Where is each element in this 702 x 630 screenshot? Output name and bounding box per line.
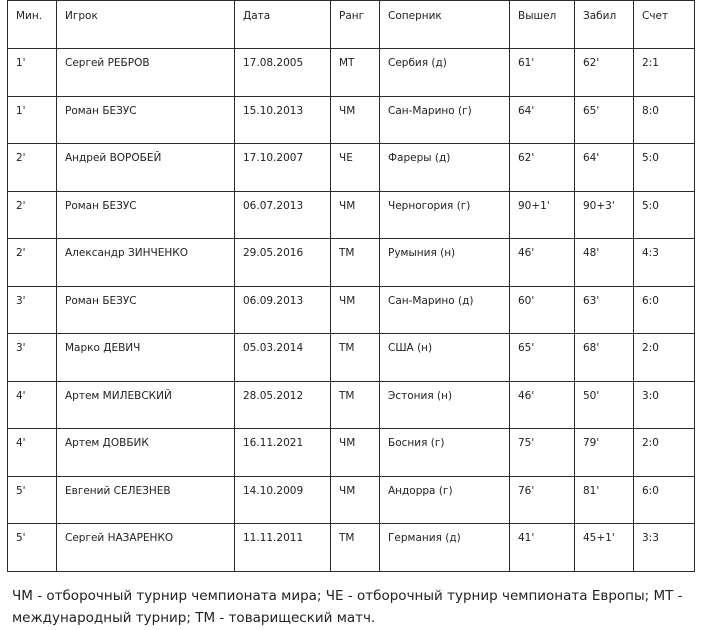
header-cell-rank: Ранг [331,1,380,49]
table-row [8,239,695,287]
cell-came-on: 76' [510,476,575,524]
cell-minute: 1' [8,96,57,144]
cell-player: Сергей НАЗАРЕНКО [57,524,235,572]
cell-score: 2:0 [634,334,695,382]
cell-scored: 68' [575,334,634,382]
cell-scored: 48' [575,239,634,287]
cell-opponent: Черногория (г) [380,191,510,239]
table-row [8,96,695,144]
cell-scored: 45+1' [575,524,634,572]
cell-date: 06.09.2013 [235,286,331,334]
table-row [8,476,695,524]
cell-opponent: Сербия (д) [380,49,510,97]
cell-came-on: 65' [510,334,575,382]
cell-opponent: США (н) [380,334,510,382]
cell-scored: 81' [575,476,634,524]
cell-minute: 5' [8,524,57,572]
cell-rank: ЧМ [331,286,380,334]
cell-score: 5:0 [634,191,695,239]
cell-rank: ЧМ [331,429,380,477]
cell-came-on: 90+1' [510,191,575,239]
cell-opponent: Эстония (н) [380,381,510,429]
cell-minute: 4' [8,381,57,429]
cell-rank: ТМ [331,524,380,572]
cell-rank: ЧМ [331,96,380,144]
cell-date: 11.11.2011 [235,524,331,572]
table-row [8,191,695,239]
cell-player: Роман БЕЗУС [57,191,235,239]
cell-player: Артем МИЛЕВСКИЙ [57,381,235,429]
cell-scored: 63' [575,286,634,334]
table-body [8,1,695,572]
cell-scored: 50' [575,381,634,429]
cell-score: 2:0 [634,429,695,477]
cell-minute: 2' [8,239,57,287]
cell-came-on: 60' [510,286,575,334]
cell-score: 4:3 [634,239,695,287]
cell-date: 15.10.2013 [235,96,331,144]
cell-came-on: 41' [510,524,575,572]
cell-player: Александр ЗИНЧЕНКО [57,239,235,287]
cell-minute: 2' [8,144,57,192]
cell-date: 28.05.2012 [235,381,331,429]
cell-came-on: 75' [510,429,575,477]
cell-opponent: Босния (г) [380,429,510,477]
cell-date: 05.03.2014 [235,334,331,382]
cell-scored: 90+3' [575,191,634,239]
cell-minute: 3' [8,286,57,334]
cell-score: 3:0 [634,381,695,429]
legend-note: ЧМ - отборочный турнир чемпионата мира; ЧЕ - отборочный турнир чемпионата Европы; МТ - международный турнир; ТМ - товарищеский матч. [12,588,683,626]
cell-score: 5:0 [634,144,695,192]
table-row [8,381,695,429]
cell-opponent: Фареры (д) [380,144,510,192]
goals-table [7,0,695,572]
cell-came-on: 46' [510,381,575,429]
cell-rank: МТ [331,49,380,97]
cell-score: 2:1 [634,49,695,97]
table-row [8,429,695,477]
header-cell-player: Игрок [57,1,235,49]
table-row [8,334,695,382]
cell-score: 3:3 [634,524,695,572]
cell-opponent: Румыния (н) [380,239,510,287]
cell-rank: ТМ [331,334,380,382]
cell-player: Артем ДОВБИК [57,429,235,477]
cell-player: Роман БЕЗУС [57,96,235,144]
cell-scored: 65' [575,96,634,144]
header-cell-date: Дата [235,1,331,49]
cell-opponent: Андорра (г) [380,476,510,524]
cell-rank: ЧЕ [331,144,380,192]
cell-scored: 62' [575,49,634,97]
cell-minute: 4' [8,429,57,477]
table-row [8,286,695,334]
cell-date: 17.10.2007 [235,144,331,192]
cell-rank: ЧМ [331,191,380,239]
table-row [8,49,695,97]
cell-player: Евгений СЕЛЕЗНЕВ [57,476,235,524]
cell-came-on: 46' [510,239,575,287]
table-row [8,524,695,572]
cell-opponent: Германия (д) [380,524,510,572]
cell-date: 14.10.2009 [235,476,331,524]
header-cell-came-on: Вышел [510,1,575,49]
header-cell-score: Счет [634,1,695,49]
cell-player: Сергей РЕБРОВ [57,49,235,97]
cell-came-on: 62' [510,144,575,192]
table-header-row [8,1,695,49]
cell-player: Андрей ВОРОБЕЙ [57,144,235,192]
cell-opponent: Сан-Марино (д) [380,286,510,334]
cell-came-on: 64' [510,96,575,144]
cell-came-on: 61' [510,49,575,97]
cell-rank: ТМ [331,381,380,429]
cell-rank: ТМ [331,239,380,287]
cell-scored: 64' [575,144,634,192]
cell-minute: 2' [8,191,57,239]
cell-score: 6:0 [634,286,695,334]
header-cell-opponent: Соперник [380,1,510,49]
cell-date: 16.11.2021 [235,429,331,477]
header-cell-scored: Забил [575,1,634,49]
cell-rank: ЧМ [331,476,380,524]
cell-player: Роман БЕЗУС [57,286,235,334]
cell-date: 17.08.2005 [235,49,331,97]
cell-minute: 1' [8,49,57,97]
cell-minute: 5' [8,476,57,524]
table-row [8,144,695,192]
cell-date: 29.05.2016 [235,239,331,287]
header-cell-minute: Мин. [8,1,57,49]
cell-minute: 3' [8,334,57,382]
cell-player: Марко ДЕВИЧ [57,334,235,382]
cell-opponent: Сан-Марино (г) [380,96,510,144]
cell-score: 6:0 [634,476,695,524]
cell-score: 8:0 [634,96,695,144]
cell-date: 06.07.2013 [235,191,331,239]
cell-scored: 79' [575,429,634,477]
